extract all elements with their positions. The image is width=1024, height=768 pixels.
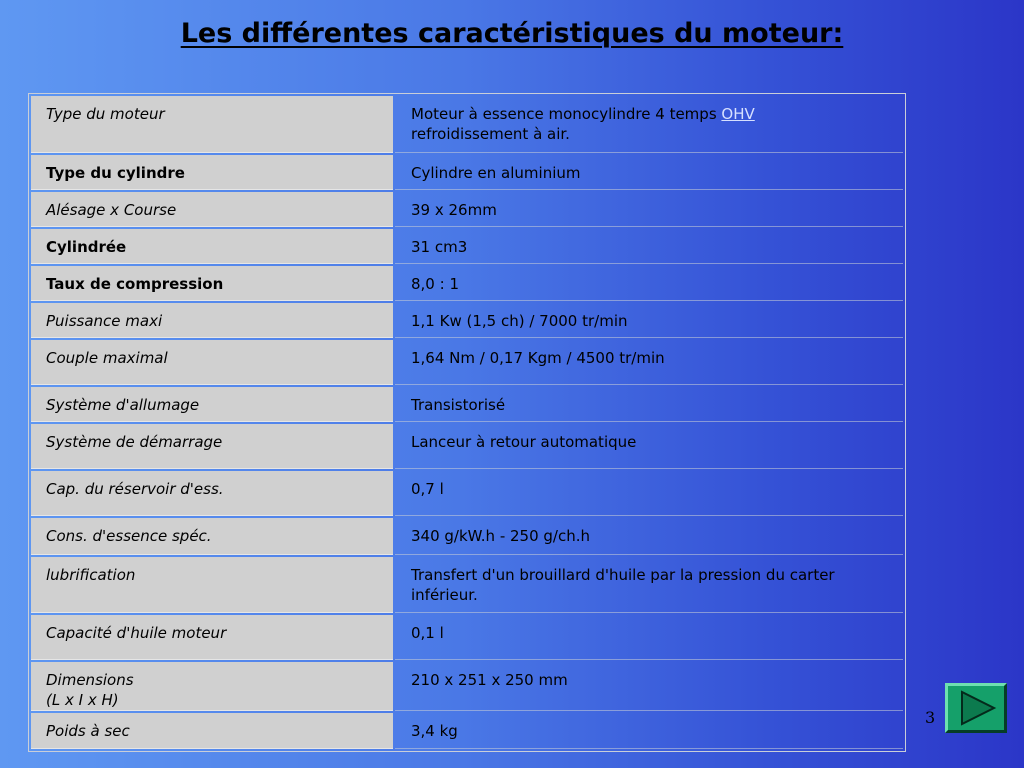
table-row	[31, 192, 903, 227]
table-row	[31, 557, 903, 613]
next-slide-button[interactable]	[945, 683, 1007, 733]
table-row	[31, 424, 903, 469]
spec-label-starting-system: Système de démarrage	[31, 424, 393, 469]
spec-value-max-power: 1,1 Kw (1,5 ch) / 7000 tr/min	[395, 303, 903, 338]
table-row	[31, 387, 903, 422]
spec-value-dry-weight: 3,4 kg	[395, 713, 903, 749]
table-row	[31, 96, 903, 153]
ohv-link[interactable]: OHV	[721, 105, 755, 123]
table-row	[31, 713, 903, 749]
table-row	[31, 662, 903, 711]
spec-value-fuel-consumption: 340 g/kW.h - 250 g/ch.h	[395, 518, 903, 555]
spec-label-bore-stroke: Alésage x Course	[31, 192, 393, 227]
spec-label-oil-capacity: Capacité d'huile moteur	[31, 615, 393, 660]
spec-value-text: Moteur à essence monocylindre 4 temps	[411, 105, 722, 123]
play-triangle-icon	[948, 686, 1004, 730]
spec-label-dimensions	[31, 662, 393, 711]
spec-value-tank-capacity: 0,7 l	[395, 471, 903, 516]
spec-label-max-torque: Couple maximal	[31, 340, 393, 385]
spec-value-bore-stroke: 39 x 26mm	[395, 192, 903, 227]
spec-label-ignition-system: Système d'allumage	[31, 387, 393, 422]
dimensions-label-line2: (L x I x H)	[46, 691, 119, 709]
table-row	[31, 303, 903, 338]
table-row	[31, 471, 903, 516]
spec-label-displacement: Cylindrée	[31, 229, 393, 264]
table-row	[31, 266, 903, 301]
spec-label-fuel-consumption: Cons. d'essence spéc.	[31, 518, 393, 555]
table-row	[31, 615, 903, 660]
spec-value-dimensions: 210 x 251 x 250 mm	[395, 662, 903, 711]
spec-value-starting-system: Lanceur à retour automatique	[395, 424, 903, 469]
spec-label-cylinder-type: Type du cylindre	[31, 155, 393, 190]
dimensions-label: Dimensions	[46, 671, 134, 689]
spec-label-engine-type: Type du moteur	[31, 96, 393, 153]
spec-value-oil-capacity: 0,1 l	[395, 615, 903, 660]
spec-label-lubrication: lubrification	[31, 557, 393, 613]
spec-label-compression-ratio: Taux de compression	[31, 266, 393, 301]
spec-value-compression-ratio: 8,0 : 1	[395, 266, 903, 301]
slide-title: Les différentes caractéristiques du moteur:	[180, 18, 844, 49]
table-row	[31, 340, 903, 385]
spec-label-max-power: Puissance maxi	[31, 303, 393, 338]
page-number: 3	[925, 708, 936, 727]
spec-label-dry-weight: Poids à sec	[31, 713, 393, 749]
spec-label-tank-capacity: Cap. du réservoir d'ess.	[31, 471, 393, 516]
table-row	[31, 518, 903, 555]
spec-value-text-line2: refroidissement à air.	[411, 125, 570, 143]
spec-value-engine-type	[395, 96, 903, 153]
spec-value-cylinder-type: Cylindre en aluminium	[395, 155, 903, 190]
table-row	[31, 155, 903, 190]
spec-value-lubrication: Transfert d'un brouillard d'huile par la pression du carter inférieur.	[395, 557, 903, 613]
spec-value-displacement: 31 cm3	[395, 229, 903, 264]
spec-value-max-torque: 1,64 Nm / 0,17 Kgm / 4500 tr/min	[395, 340, 903, 385]
table-row	[31, 229, 903, 264]
spec-value-ignition-system: Transistorisé	[395, 387, 903, 422]
engine-specs-table	[28, 93, 906, 752]
